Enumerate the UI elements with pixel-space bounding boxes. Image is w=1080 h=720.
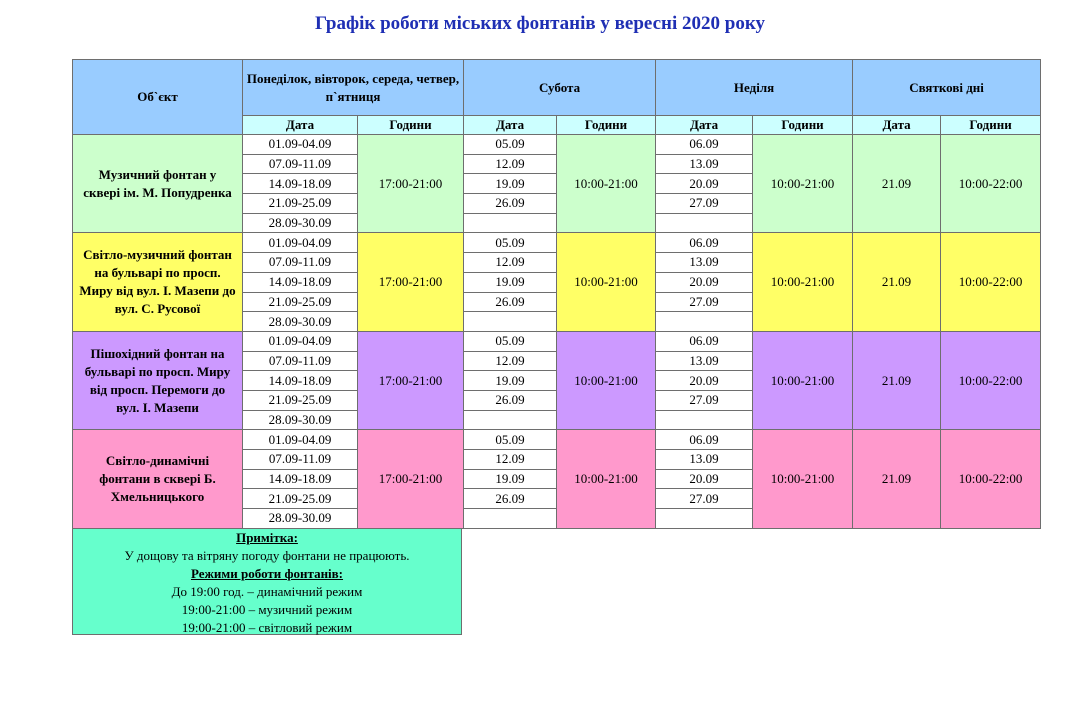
- saturday-date: 26.09: [464, 390, 557, 410]
- saturday-date: 19.09: [464, 272, 557, 292]
- sunday-date: 06.09: [656, 135, 753, 155]
- sunday-date: 27.09: [656, 390, 753, 410]
- weekday-date: 28.09-30.09: [243, 312, 358, 332]
- sunday-date: 20.09: [656, 174, 753, 194]
- saturday-date: 05.09: [464, 233, 557, 253]
- sunday-date: 13.09: [656, 450, 753, 470]
- subheader-date: Дата: [656, 116, 753, 135]
- table-row: [73, 233, 1041, 253]
- weekday-date: 01.09-04.09: [243, 331, 358, 351]
- holiday-hours: 10:00-22:00: [941, 331, 1041, 429]
- weekday-date: 07.09-11.09: [243, 351, 358, 371]
- saturday-date: 05.09: [464, 135, 557, 155]
- sunday-date: 27.09: [656, 194, 753, 214]
- saturday-date: 12.09: [464, 351, 557, 371]
- holiday-date: 21.09: [853, 331, 941, 429]
- saturday-date: 26.09: [464, 489, 557, 509]
- sunday-hours: 10:00-21:00: [753, 331, 853, 429]
- sunday-date: 20.09: [656, 469, 753, 489]
- weekday-hours: 17:00-21:00: [358, 233, 464, 331]
- note-box: [72, 528, 462, 635]
- subheader-date: Дата: [243, 116, 358, 135]
- saturday-date: 19.09: [464, 174, 557, 194]
- saturday-date: 05.09: [464, 430, 557, 450]
- saturday-date: [464, 312, 557, 332]
- weekday-date: 01.09-04.09: [243, 430, 358, 450]
- sunday-date: [656, 213, 753, 233]
- saturday-date: 19.09: [464, 469, 557, 489]
- saturday-date: 05.09: [464, 331, 557, 351]
- weekday-date: 28.09-30.09: [243, 509, 358, 529]
- subheader-hours: Години: [941, 116, 1041, 135]
- schedule-table: [72, 59, 1041, 529]
- saturday-date: 26.09: [464, 292, 557, 312]
- fountain-name: Світло-динамічні фонтани в сквері Б. Хмельницького: [73, 430, 243, 528]
- mode-line: 19:00-21:00 – музичний режим: [181, 602, 353, 617]
- sunday-date: 27.09: [656, 292, 753, 312]
- saturday-date: 19.09: [464, 371, 557, 391]
- weekday-date: 28.09-30.09: [243, 410, 358, 430]
- sunday-date: [656, 509, 753, 529]
- holiday-hours: 10:00-22:00: [941, 233, 1041, 331]
- table-row: [73, 331, 1041, 351]
- holiday-hours: 10:00-22:00: [941, 135, 1041, 233]
- weekday-date: 14.09-18.09: [243, 469, 358, 489]
- saturday-date: 12.09: [464, 253, 557, 273]
- sunday-date: 13.09: [656, 253, 753, 273]
- table-row: [73, 430, 1041, 450]
- sunday-date: 27.09: [656, 489, 753, 509]
- sunday-date: 06.09: [656, 331, 753, 351]
- modes-heading: Режими роботи фонтанів:: [190, 566, 344, 581]
- header-saturday: Субота: [464, 60, 656, 116]
- sunday-date: 13.09: [656, 351, 753, 371]
- sunday-date: [656, 312, 753, 332]
- weekday-date: 07.09-11.09: [243, 450, 358, 470]
- page-title: Графік роботи міських фонтанів у вересні 2020 року: [315, 13, 765, 34]
- header-sunday: Неділя: [656, 60, 853, 116]
- header-holidays: Святкові дні: [853, 60, 1041, 116]
- weekday-date: 01.09-04.09: [243, 135, 358, 155]
- saturday-hours: 10:00-21:00: [557, 430, 656, 528]
- fountain-name: Музичний фонтан у сквері ім. М. Попудренка: [73, 135, 243, 233]
- holiday-hours: 10:00-22:00: [941, 430, 1041, 528]
- weekday-date: 14.09-18.09: [243, 272, 358, 292]
- sunday-hours: 10:00-21:00: [753, 430, 853, 528]
- holiday-date: 21.09: [853, 135, 941, 233]
- weekday-date: 07.09-11.09: [243, 154, 358, 174]
- mode-line: До 19:00 год. – динамічний режим: [171, 584, 363, 599]
- sunday-hours: 10:00-21:00: [753, 233, 853, 331]
- sunday-date: 20.09: [656, 371, 753, 391]
- weekday-date: 21.09-25.09: [243, 194, 358, 214]
- saturday-date: 26.09: [464, 194, 557, 214]
- sunday-date: 06.09: [656, 430, 753, 450]
- subheader-hours: Години: [753, 116, 853, 135]
- sunday-hours: 10:00-21:00: [753, 135, 853, 233]
- saturday-hours: 10:00-21:00: [557, 233, 656, 331]
- header-object: Об`єкт: [73, 60, 243, 135]
- subheader-hours: Години: [557, 116, 656, 135]
- sunday-date: 06.09: [656, 233, 753, 253]
- weekday-date: 21.09-25.09: [243, 489, 358, 509]
- saturday-date: 12.09: [464, 450, 557, 470]
- holiday-date: 21.09: [853, 233, 941, 331]
- table-row: [73, 135, 1041, 155]
- weekday-date: 21.09-25.09: [243, 292, 358, 312]
- subheader-date: Дата: [464, 116, 557, 135]
- weekday-hours: 17:00-21:00: [358, 430, 464, 528]
- fountain-name: Пішохідний фонтан на бульварі по просп. Миру від просп. Перемоги до вул. І. Мазепи: [73, 331, 243, 429]
- weekday-hours: 17:00-21:00: [358, 331, 464, 429]
- saturday-hours: 10:00-21:00: [557, 135, 656, 233]
- weekday-date: 01.09-04.09: [243, 233, 358, 253]
- weekday-hours: 17:00-21:00: [358, 135, 464, 233]
- weekday-date: 28.09-30.09: [243, 213, 358, 233]
- note-heading: Примітка:: [236, 530, 298, 545]
- weekday-date: 14.09-18.09: [243, 174, 358, 194]
- saturday-hours: 10:00-21:00: [557, 331, 656, 429]
- sunday-date: 13.09: [656, 154, 753, 174]
- sunday-date: 20.09: [656, 272, 753, 292]
- fountain-name: Світло-музичний фонтан на бульварі по просп. Миру від вул. І. Мазепи до вул. С. Русової: [73, 233, 243, 331]
- note-text: У дощову та вітряну погоду фонтани не працюють.: [124, 548, 410, 563]
- mode-line: 19:00-21:00 – світловий режим: [181, 620, 353, 635]
- sunday-date: [656, 410, 753, 430]
- saturday-date: [464, 509, 557, 529]
- header-weekdays: Понеділок, вівторок, середа, четвер, п`ятниця: [243, 60, 464, 116]
- weekday-date: 21.09-25.09: [243, 390, 358, 410]
- saturday-date: [464, 213, 557, 233]
- saturday-date: [464, 410, 557, 430]
- saturday-date: 12.09: [464, 154, 557, 174]
- holiday-date: 21.09: [853, 430, 941, 528]
- subheader-hours: Години: [358, 116, 464, 135]
- weekday-date: 07.09-11.09: [243, 253, 358, 273]
- subheader-date: Дата: [853, 116, 941, 135]
- weekday-date: 14.09-18.09: [243, 371, 358, 391]
